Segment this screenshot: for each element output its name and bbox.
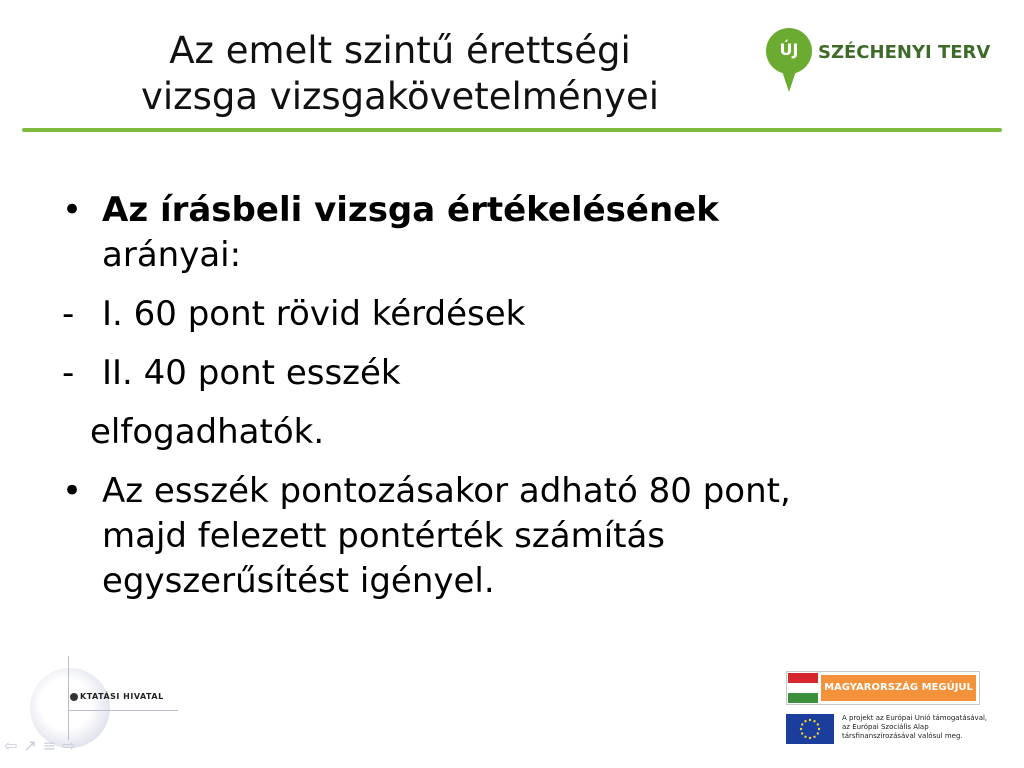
bullet-item — [62, 188, 962, 278]
menu-icon[interactable]: ≡ — [42, 736, 63, 755]
eu-funding-text — [842, 714, 1002, 741]
slide-body — [62, 188, 962, 604]
eu-text-line1: A projekt az Európai Unió támogatásával, — [842, 714, 988, 722]
eu-flag-icon — [786, 714, 834, 744]
dash-item — [62, 292, 962, 337]
magyarorszag-megujul-logo — [786, 671, 980, 705]
home-icon[interactable]: ↗ — [23, 736, 43, 755]
slide-navigation — [4, 736, 82, 755]
dash-marker: - — [62, 294, 75, 334]
dash-marker: - — [62, 353, 75, 393]
title-divider — [22, 128, 1002, 132]
eu-text-line2: az Európai Szociális Alap — [842, 723, 929, 731]
plain-line — [62, 410, 962, 455]
oktatasi-hivatal-text: KTATÁSI HIVATAL — [80, 692, 164, 701]
eu-text-line3: társfinanszírozásával valósul meg. — [842, 732, 963, 740]
szechenyi-terv-logo — [762, 28, 992, 100]
slide-title-line1: Az emelt szintű érettségi — [169, 29, 631, 72]
bullet-marker: • — [62, 190, 83, 230]
bullet1-bold-text: Az írásbeli vizsga értékelésének — [102, 190, 719, 230]
slide-title — [60, 28, 740, 120]
vertical-line — [68, 656, 69, 740]
previous-slide-icon[interactable]: ⇦ — [4, 736, 24, 755]
szechenyi-wordmark: SZÉCHENYI TERV — [818, 42, 991, 63]
dash-item — [62, 351, 962, 396]
logo-dot-icon — [70, 693, 78, 701]
pin-label: ÚJ — [779, 40, 799, 59]
bullet-marker: • — [62, 471, 83, 511]
bullet2-line2: majd felezett pontérték számítás — [102, 516, 666, 556]
next-slide-icon[interactable]: ⇨ — [62, 736, 82, 755]
magyarorszag-megujul-banner: MAGYARORSZÁG MEGÚJUL — [821, 675, 976, 701]
bullet2-line1: Az esszék pontozásakor adható 80 pont, — [102, 471, 791, 511]
hungarian-flag-icon — [788, 673, 818, 703]
slide-title-line2: vizsga vizsgakövetelményei — [141, 75, 659, 118]
bullet2-line3: egyszerűsítést igényel. — [102, 561, 495, 601]
dash1-text: I. 60 pont rövid kérdések — [102, 294, 526, 334]
bullet1-rest-text: arányai: — [102, 235, 242, 275]
horizontal-line — [68, 710, 178, 711]
plain-text: elfogadhatók. — [90, 412, 325, 452]
bullet-item — [62, 469, 962, 604]
dash2-text: II. 40 pont esszék — [102, 353, 401, 393]
